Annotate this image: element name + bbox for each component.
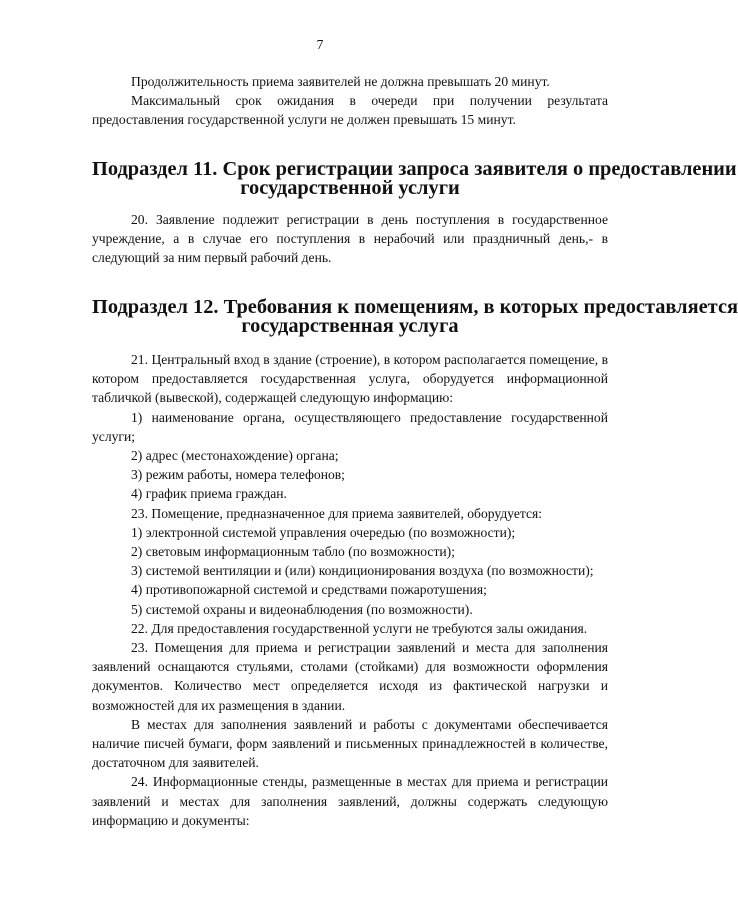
subsection-12-heading bbox=[92, 296, 738, 338]
list-item-authority-name: 1) наименование органа, осуществляющего предоставление государственной услуги; bbox=[92, 409, 608, 444]
paragraph-23-reception-room: 23. Помещение, предназначенное для приема заявителей, оборудуется: bbox=[131, 505, 543, 521]
paragraph-writing-supplies: В местах для заполнения заявлений и работы с документами обеспечивается наличие писчей бумаги, форм заявлений и письменных принадлежностей в количестве, достаточном для заявителей. bbox=[92, 716, 608, 771]
subsection-11-heading bbox=[92, 158, 737, 200]
paragraph-23-furniture: 23. Помещения для приема и регистрации заявлений и места для заполнения заявлений оснащаются стульями, столами (стойками) для возможности оформления документов. Количество мест определяется исходя из фактической нагрузки и возможностей для их размещения в здании. bbox=[92, 640, 608, 713]
list-item-queue-system: 1) электронной системой управления очередью (по возможности); bbox=[131, 524, 516, 540]
list-item-reception-schedule: 4) график приема граждан. bbox=[131, 486, 287, 502]
subsection-12-heading-line-1: Подраздел 12. Требования к помещениям, в которых предоставляется bbox=[92, 296, 738, 318]
list-item-security-video: 5) системой охраны и видеонаблюдения (по возможности). bbox=[131, 601, 473, 617]
list-item-working-hours: 3) режим работы, номера телефонов; bbox=[131, 467, 345, 483]
paragraph-21-entrance-sign: 21. Центральный вход в здание (строение), в котором располагается помещение, в котором предоставляется государственная услуга, оборудуется информационной табличкой (вывеской), содержащей следующую информацию: bbox=[92, 352, 608, 406]
page-number: 7 bbox=[316, 37, 324, 52]
subsection-11-heading-line-1: Подраздел 11. Срок регистрации запроса заявителя о предоставлении bbox=[92, 158, 737, 180]
list-item-info-display: 2) световым информационным табло (по возможности); bbox=[131, 544, 455, 560]
subsection-11-heading-line-2: государственной услуги bbox=[240, 177, 460, 200]
paragraph-24-info-stands: 24. Информационные стенды, размещенные в местах для приема и регистрации заявлений и местах для заполнения заявлений, должны содержать следующую информацию и документы: bbox=[92, 774, 608, 828]
subsection-12-body bbox=[92, 350, 608, 830]
paragraph-20-registration: 20. Заявление подлежит регистрации в день поступления в государственное учреждение, а в случае его поступления в нерабочий или праздничный день,- в следующий за ним первый рабочий день. bbox=[92, 212, 608, 266]
paragraph-22-waiting-halls: 22. Для предоставления государственной услуги не требуются залы ожидания. bbox=[131, 620, 588, 636]
subsection-11-body bbox=[92, 210, 608, 268]
list-item-authority-address: 2) адрес (местонахождение) органа; bbox=[131, 448, 339, 464]
opening-paragraphs bbox=[92, 72, 608, 130]
list-item-ventilation: 3) системой вентиляции и (или) кондиционирования воздуха (по возможности); bbox=[131, 563, 594, 579]
paragraph-max-wait-time: Максимальный срок ожидания в очереди при получении результата предоставления государственной услуги не должен превышать 15 минут. bbox=[92, 93, 608, 128]
paragraph-reception-duration: Продолжительность приема заявителей не должна превышать 20 минут. bbox=[131, 74, 550, 89]
list-item-fire-safety: 4) противопожарной системой и средствами пожаротушения; bbox=[131, 582, 487, 598]
subsection-12-heading-line-2: государственная услуга bbox=[241, 315, 459, 338]
